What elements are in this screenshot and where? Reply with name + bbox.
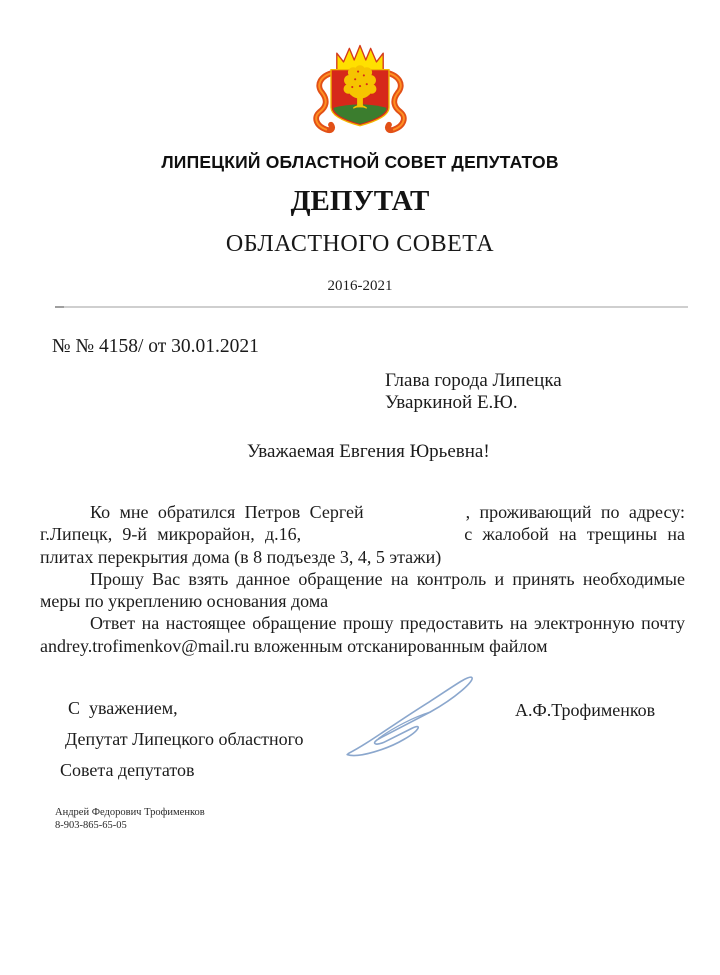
reference-number: № № 4158/ от 30.01.2021 <box>52 336 259 357</box>
closing-regards: С уважением, <box>68 698 178 718</box>
body-line: Прошу Вас взять данное обращение на контроль и принять необходимые <box>90 568 685 589</box>
redacted-text <box>301 539 464 540</box>
header-divider <box>55 306 688 308</box>
addressee-name: Уваркиной Е.Ю. <box>385 391 518 413</box>
hill-shape <box>333 104 386 124</box>
body-line <box>40 501 685 523</box>
closing-position-line2: Совета депутатов <box>60 760 195 780</box>
contact-name: Андрей Федорович Трофименков <box>55 807 205 818</box>
body-line: Ответ на настоящее обращение прошу предоставить на электронную почту <box>90 613 685 634</box>
body-line <box>40 523 685 545</box>
coat-of-arms-lipetsk <box>302 38 418 138</box>
body-text-segment: Ко мне обратился Петров Сергей <box>90 502 364 522</box>
addressee-title: Глава города Липецка <box>385 370 562 391</box>
term-years: 2016-2021 <box>327 278 393 294</box>
addressee-block <box>385 370 562 413</box>
letterhead-title: ДЕПУТАТ <box>290 185 430 217</box>
salutation: Уважаемая Евгения Юрьевна! <box>247 441 490 462</box>
body-line: плитах перекрытия дома (в 8 подъезде 3, 4, 5 этажи) <box>40 546 442 567</box>
body-line: меры по укреплению основания дома <box>40 591 329 612</box>
body-text-segment: , проживающий по адресу: <box>465 502 686 522</box>
signatory-name: А.Ф.Трофименков <box>515 700 656 720</box>
signature-stroke <box>333 655 485 767</box>
closing-position-line1: Депутат Липецкого областного <box>65 729 304 749</box>
handwritten-signature <box>333 655 485 767</box>
letterhead-subtitle: ОБЛАСТНОГО СОВЕТА <box>225 231 495 257</box>
letter-body <box>40 501 685 657</box>
organization-name: ЛИПЕЦКИЙ ОБЛАСТНОЙ СОВЕТ ДЕПУТАТОВ <box>161 152 559 172</box>
body-text-segment: с жалобой на трещины на <box>464 524 685 545</box>
redacted-text <box>364 517 466 518</box>
body-line: andrey.trofimenkov@mail.ru вложенным отсканированным файлом <box>40 635 548 656</box>
contact-block <box>55 806 205 832</box>
body-text-segment: г.Липецк, 9-й микрорайон, д.16, <box>40 524 302 545</box>
coat-of-arms-graphic <box>302 38 418 138</box>
contact-phone: 8-903-865-65-05 <box>55 820 127 831</box>
